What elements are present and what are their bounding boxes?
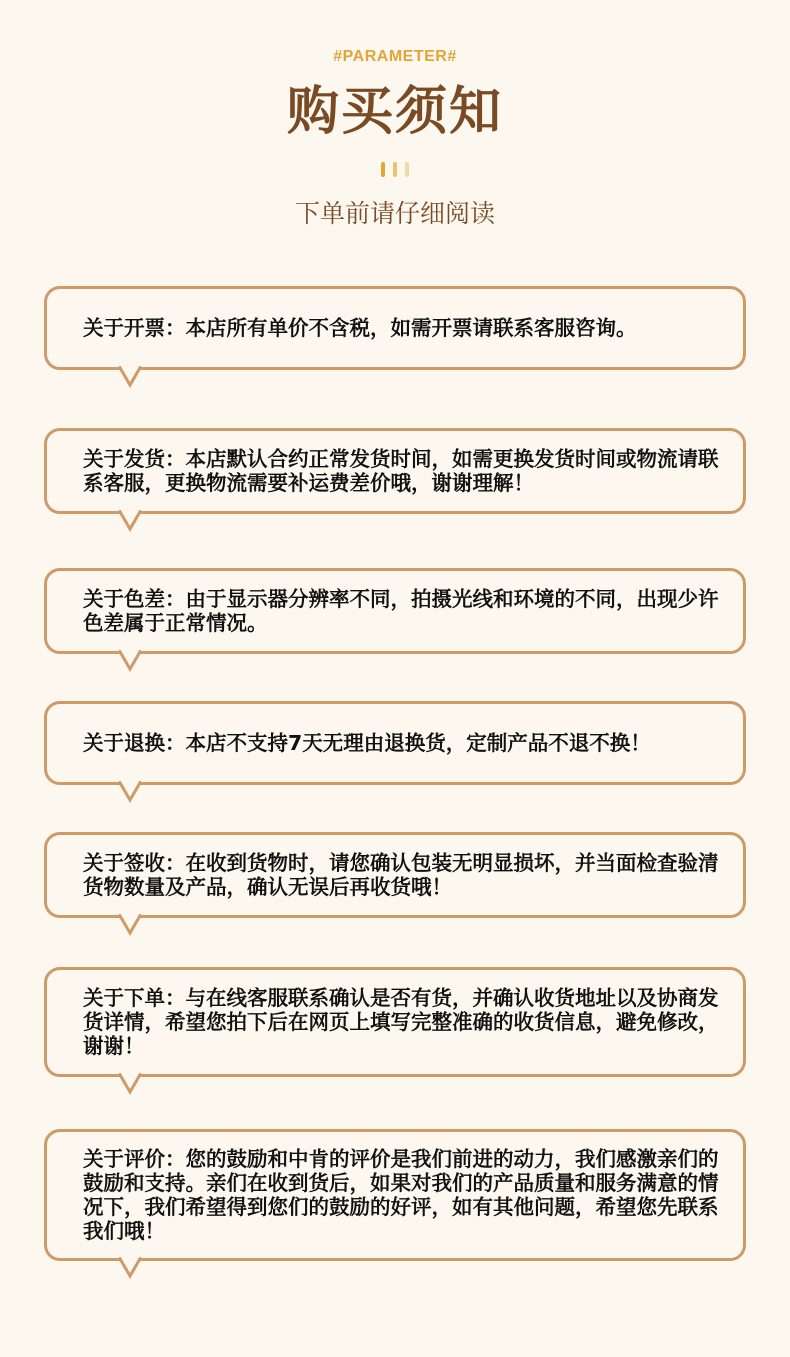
section-tag: #PARAMETER# [333,48,457,65]
notice-ordering [44,967,746,1077]
notice-receipt [44,832,746,918]
speech-tail-icon [119,1257,141,1279]
notice-text: 关于下单：与在线客服联系确认是否有货，并确认收货地址以及协商发货详情，希望您拍下后在网页上填写完整准确的收货信息，避免修改，谢谢！ [83,986,719,1058]
notice-shipping [44,428,746,514]
notice-text: 关于开票：本店所有单价不含税，如需开票请联系客服咨询。 [83,316,637,340]
notice-review [44,1129,746,1261]
speech-tail-icon [119,914,141,936]
speech-tail-icon [119,650,141,672]
speech-tail-icon [119,366,141,388]
notice-invoice [44,286,746,370]
dot-dark [381,162,385,177]
dot-light [405,162,409,177]
notice-text: 关于退换：本店不支持7天无理由退换货，定制产品不退不换！ [83,731,651,755]
dot-medium [393,162,397,177]
page-subtitle: 下单前请仔细阅读 [294,199,495,228]
notice-color-difference [44,568,746,654]
notice-text: 关于色差：由于显示器分辨率不同，拍摄光线和环境的不同，出现少许色差属于正常情况。 [83,587,719,635]
decorative-dots [0,162,790,177]
notice-text: 关于签收：在收到货物时，请您确认包装无明显损坏，并当面检查验清货物数量及产品，确认无误后再收货哦！ [83,851,719,899]
page-title: 购买须知 [286,82,503,142]
notice-text: 关于评价：您的鼓励和中肯的评价是我们前进的动力，我们感激亲们的鼓励和支持。亲们在收到货后，如果对我们的产品质量和服务满意的情况下，我们希望得到您们的鼓励的好评，如有其他问题，希望您先联系我们哦！ [83,1147,719,1243]
speech-tail-icon [119,781,141,803]
notice-text: 关于发货：本店默认合约正常发货时间，如需更换发货时间或物流请联系客服，更换物流需要补运费差价哦，谢谢理解！ [83,447,719,495]
speech-tail-icon [119,510,141,532]
notice-returns [44,701,746,785]
speech-tail-icon [119,1073,141,1095]
